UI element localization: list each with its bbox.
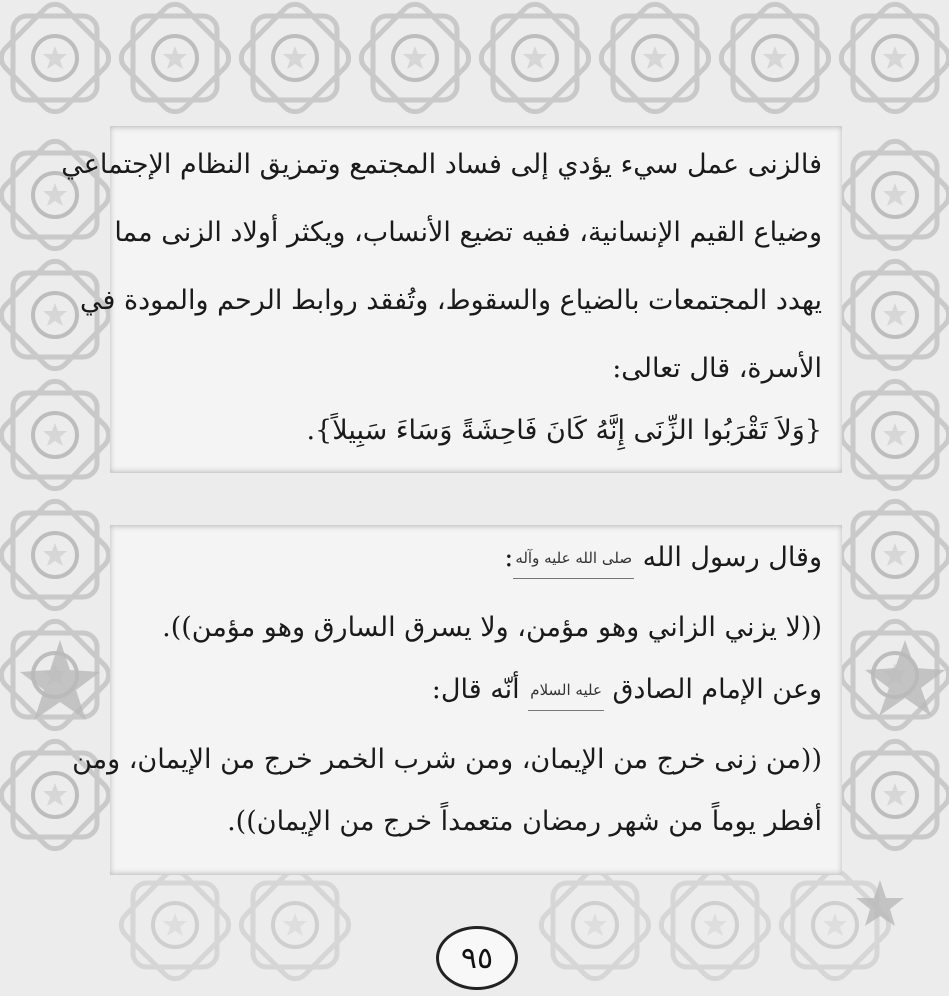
text-panel-1: [61, 126, 842, 473]
paragraph1-line-3: يهدد المجتمعات بالضياع والسقوط، وتُفقد روابط الرحم والمودة في: [80, 285, 822, 316]
text-panel-2: [72, 525, 842, 875]
salawat-calligraphy: صلى الله عليه وآله: [513, 538, 634, 579]
prophet-intro-line: [130, 538, 822, 579]
imam-honorific-calligraphy: عليه السلام: [528, 670, 604, 711]
hadith-2-line-2: أفطر يوماً من شهر رمضان متعمداً خرج من الإيمان)).: [227, 806, 822, 837]
quran-verse: {وَلاَ تَقْرَبُوا الزِّنَى إِنَّهُ كَانَ فَاحِشَةً وَسَاءَ سَبِيلاً}.: [306, 415, 822, 446]
imam-intro-end: أنّه قال:: [431, 674, 520, 705]
hadith-1: ((لا يزني الزاني وهو مؤمن، ولا يسرق السارق وهو مؤمن)).: [162, 612, 822, 643]
paragraph1-line-1: فالزنى عمل سيء يؤدي إلى فساد المجتمع وتمزيق النظام الإجتماعي: [61, 149, 822, 180]
prophet-intro-text: وقال رسول الله: [642, 542, 822, 573]
imam-intro-line: [130, 670, 822, 711]
prophet-intro-colon: :: [504, 542, 514, 573]
hadith-2-line-1: ((من زنى خرج من الإيمان، ومن شرب الخمر خرج من الإيمان، ومن: [72, 744, 822, 775]
imam-intro-text: وعن الإمام الصادق: [612, 674, 822, 705]
paragraph1-line-4: الأسرة، قال تعالى:: [612, 353, 822, 384]
paragraph1-line-2: وضياع القيم الإنسانية، ففيه تضيع الأنساب، ويكثر أولاد الزنى مما: [114, 217, 822, 248]
page-number: ٩٥: [436, 926, 518, 990]
